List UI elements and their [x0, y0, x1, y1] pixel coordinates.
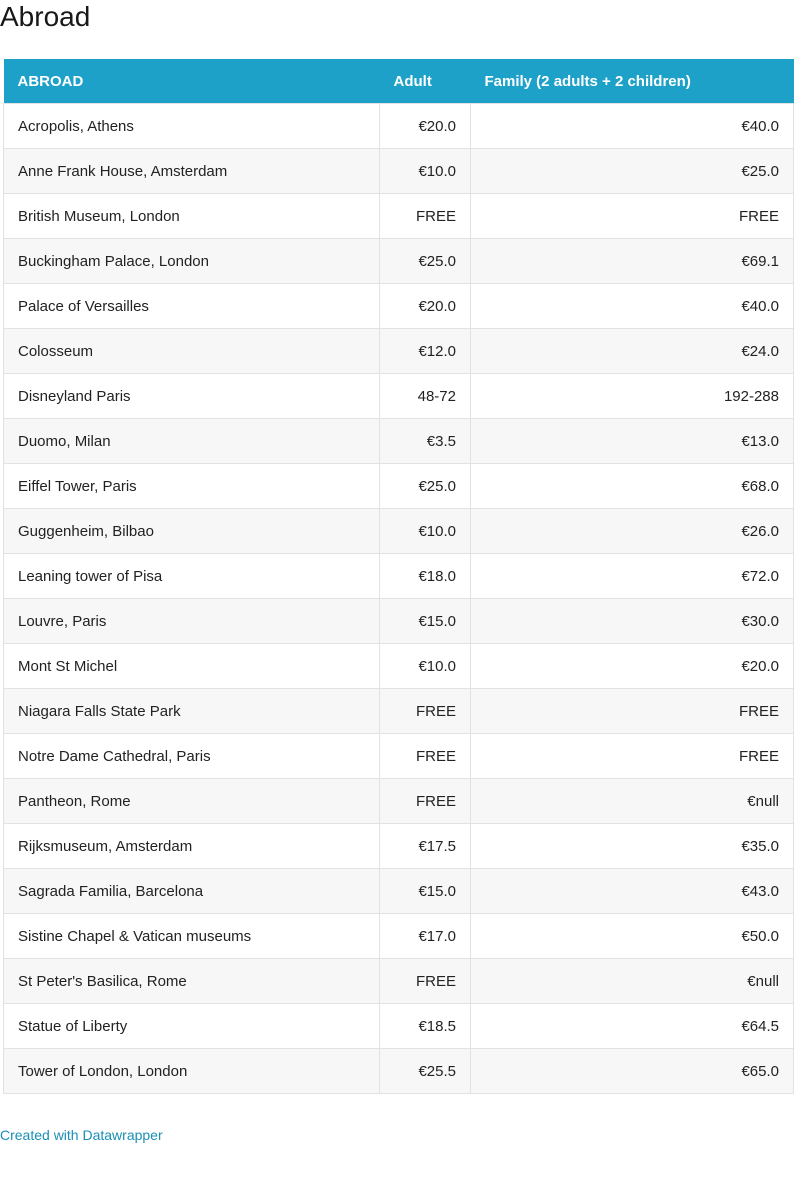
cell-family-price: €72.0: [471, 554, 794, 599]
table-row: [4, 734, 794, 779]
cell-family-price: €69.1: [471, 239, 794, 284]
cell-attraction: Colosseum: [4, 329, 380, 374]
cell-family-price: €64.5: [471, 1004, 794, 1049]
cell-attraction: Pantheon, Rome: [4, 779, 380, 824]
table-row: [4, 869, 794, 914]
datawrapper-credit-link[interactable]: Created with Datawrapper: [0, 1127, 163, 1143]
cell-adult-price: €15.0: [380, 869, 471, 914]
cell-family-price: €null: [471, 779, 794, 824]
cell-adult-price: €17.5: [380, 824, 471, 869]
cell-adult-price: FREE: [380, 959, 471, 1004]
table-row: [4, 374, 794, 419]
table-row: [4, 329, 794, 374]
cell-adult-price: FREE: [380, 779, 471, 824]
cell-attraction: Notre Dame Cathedral, Paris: [4, 734, 380, 779]
cell-attraction: Anne Frank House, Amsterdam: [4, 149, 380, 194]
cell-adult-price: 48-72: [380, 374, 471, 419]
cell-family-price: €26.0: [471, 509, 794, 554]
table-row: [4, 644, 794, 689]
cell-adult-price: €17.0: [380, 914, 471, 959]
cell-adult-price: €18.0: [380, 554, 471, 599]
cell-adult-price: €25.0: [380, 239, 471, 284]
cell-adult-price: €15.0: [380, 599, 471, 644]
cell-attraction: British Museum, London: [4, 194, 380, 239]
cell-attraction: Duomo, Milan: [4, 419, 380, 464]
cell-attraction: Palace of Versailles: [4, 284, 380, 329]
cell-adult-price: €10.0: [380, 644, 471, 689]
cell-attraction: Statue of Liberty: [4, 1004, 380, 1049]
cell-attraction: Sistine Chapel & Vatican museums: [4, 914, 380, 959]
cell-adult-price: €25.5: [380, 1049, 471, 1094]
cell-family-price: €40.0: [471, 104, 794, 149]
cell-family-price: FREE: [471, 734, 794, 779]
cell-attraction: Rijksmuseum, Amsterdam: [4, 824, 380, 869]
cell-attraction: Leaning tower of Pisa: [4, 554, 380, 599]
cell-adult-price: €10.0: [380, 509, 471, 554]
cell-family-price: 192-288: [471, 374, 794, 419]
table-row: [4, 509, 794, 554]
table-row: [4, 914, 794, 959]
cell-attraction: St Peter's Basilica, Rome: [4, 959, 380, 1004]
cell-adult-price: €20.0: [380, 104, 471, 149]
cell-family-price: €40.0: [471, 284, 794, 329]
cell-family-price: €30.0: [471, 599, 794, 644]
cell-family-price: €24.0: [471, 329, 794, 374]
cell-adult-price: €3.5: [380, 419, 471, 464]
cell-attraction: Eiffel Tower, Paris: [4, 464, 380, 509]
cell-attraction: Acropolis, Athens: [4, 104, 380, 149]
cell-attraction: Niagara Falls State Park: [4, 689, 380, 734]
cell-adult-price: €25.0: [380, 464, 471, 509]
cell-adult-price: €12.0: [380, 329, 471, 374]
cell-attraction: Guggenheim, Bilbao: [4, 509, 380, 554]
table-row: [4, 779, 794, 824]
cell-family-price: €13.0: [471, 419, 794, 464]
table-row: [4, 959, 794, 1004]
column-header-attraction[interactable]: ABROAD: [4, 59, 380, 104]
table-row: [4, 554, 794, 599]
cell-adult-price: €18.5: [380, 1004, 471, 1049]
cell-family-price: €50.0: [471, 914, 794, 959]
cell-attraction: Sagrada Familia, Barcelona: [4, 869, 380, 914]
table-body: [4, 104, 794, 1094]
table-row: [4, 104, 794, 149]
chart-title: Abroad: [0, 1, 91, 32]
table-header: [4, 59, 794, 104]
table-row: [4, 419, 794, 464]
column-header-adult[interactable]: Adult: [380, 59, 471, 104]
cell-adult-price: FREE: [380, 734, 471, 779]
cell-family-price: €68.0: [471, 464, 794, 509]
cell-family-price: €null: [471, 959, 794, 1004]
data-table: [3, 59, 794, 1094]
cell-family-price: €43.0: [471, 869, 794, 914]
header-row: [4, 59, 794, 104]
cell-attraction: Mont St Michel: [4, 644, 380, 689]
cell-attraction: Tower of London, London: [4, 1049, 380, 1094]
table-row: [4, 1004, 794, 1049]
column-header-family[interactable]: Family (2 adults + 2 children): [471, 59, 794, 104]
table-row: [4, 194, 794, 239]
cell-adult-price: FREE: [380, 194, 471, 239]
cell-adult-price: €20.0: [380, 284, 471, 329]
table-row: [4, 824, 794, 869]
cell-family-price: €25.0: [471, 149, 794, 194]
table-row: [4, 284, 794, 329]
table-row: [4, 149, 794, 194]
table-row: [4, 1049, 794, 1094]
table-row: [4, 464, 794, 509]
cell-attraction: Disneyland Paris: [4, 374, 380, 419]
table-row: [4, 239, 794, 284]
cell-adult-price: FREE: [380, 689, 471, 734]
cell-attraction: Buckingham Palace, London: [4, 239, 380, 284]
table-row: [4, 599, 794, 644]
cell-family-price: FREE: [471, 194, 794, 239]
cell-attraction: Louvre, Paris: [4, 599, 380, 644]
cell-adult-price: €10.0: [380, 149, 471, 194]
table-row: [4, 689, 794, 734]
cell-family-price: €20.0: [471, 644, 794, 689]
cell-family-price: €65.0: [471, 1049, 794, 1094]
cell-family-price: €35.0: [471, 824, 794, 869]
cell-family-price: FREE: [471, 689, 794, 734]
